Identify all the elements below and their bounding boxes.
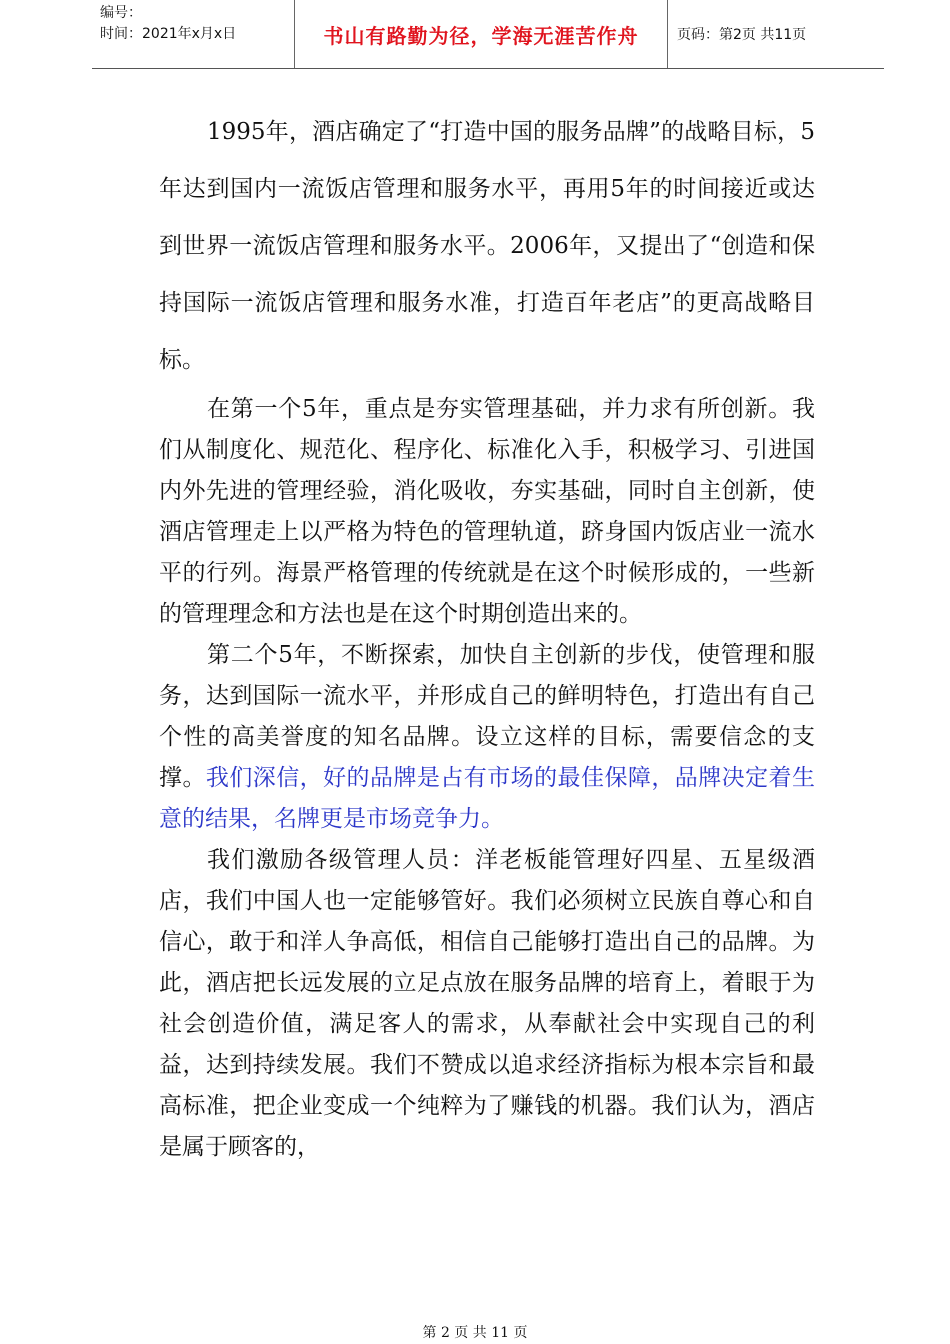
page-header [92, 0, 884, 69]
header-motto: 书山有路勤为径，学海无涯苦作舟 [323, 23, 639, 48]
paragraph-motivation: 我们激励各级管理人员：洋老板能管理好四星、五星级酒店，我们中国人也一定能够管好。我们必须树立民族自尊心和自信心，敢于和洋人争高低，相信自己能够打造出自己的品牌。为此，酒店把长远发展的立足点放在服务品牌的培育上，着眼于为社会创造价值，满足客人的需求，从奉献社会中实现自己的利益，达到持续发展。我们不赞成以追求经济指标为根本宗旨和最高标准，把企业变成一个纯粹为了赚钱的机器。我们认为，酒店是属于顾客的， [159, 847, 815, 1160]
highlighted-text: 我们深信，好的品牌是占有市场的最佳保障，品牌决定着生意的结果，名牌更是市场竞争力。 [159, 765, 816, 832]
code-label: 编号： [100, 5, 142, 21]
paragraph-text: 第二个5年，不断探索，加快自主创新的步伐，使管理和服务，达到国际一流水平，并形成自己的鲜明特色，打造出有自己个性的高美誉度的知名品牌。设立这样的目标，需要信念的支撑。 [159, 642, 815, 791]
time-label: 时间：2021年x月x日 [100, 26, 237, 42]
paragraph-second-five-years [159, 635, 815, 840]
header-meta [100, 3, 290, 45]
page-footer: 第 2 页 共 11 页 [422, 1325, 528, 1341]
document-body [159, 104, 815, 1168]
header-divider [667, 0, 668, 68]
paragraph-strategy: 1995年，酒店确定了“打造中国的服务品牌”的战略目标，5年达到国内一流饭店管理和服务水平，再用5年的时间接近或达到世界一流饭店管理和服务水平。2006年，又提出了“创造和保持国际一流饭店管理和服务水准，打造百年老店”的更高战略目标。 [159, 119, 815, 373]
paragraph-first-five-years: 在第一个5年，重点是夯实管理基础，并力求有所创新。我们从制度化、规范化、程序化、标准化入手，积极学习、引进国内外先进的管理经验，消化吸收，夯实基础，同时自主创新，使酒店管理走上以严格为特色的管理轨道，跻身国内饭店业一流水平的行列。海景严格管理的传统就是在这个时候形成的，一些新的管理理念和方法也是在这个时期创造出来的。 [159, 396, 815, 627]
header-page-info: 页码：第2页 共11页 [677, 27, 807, 43]
